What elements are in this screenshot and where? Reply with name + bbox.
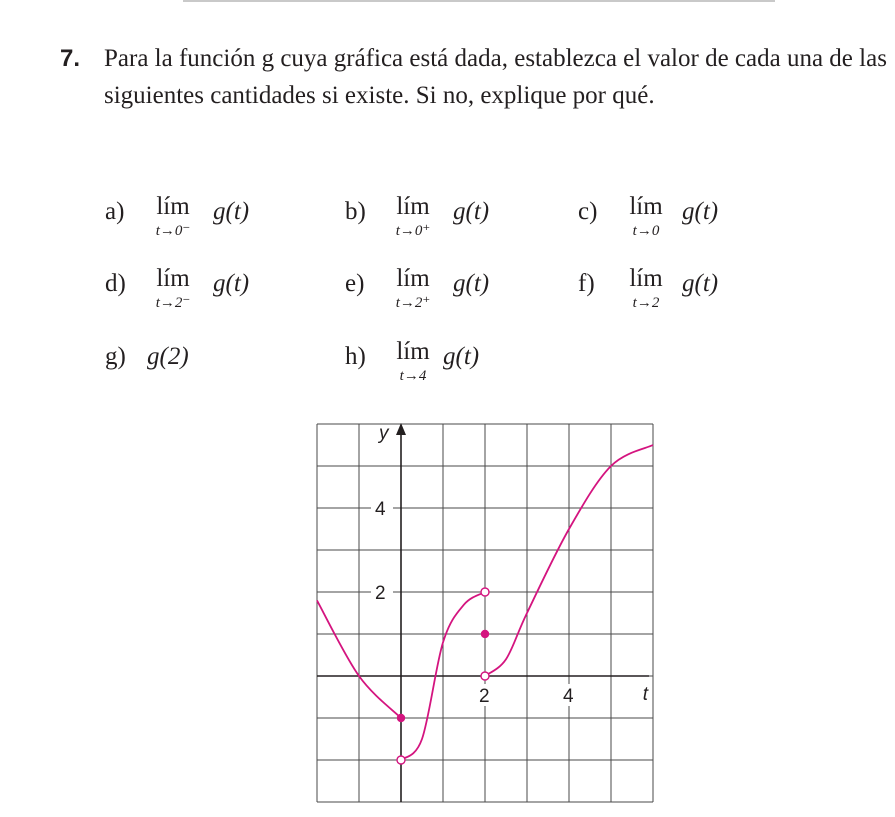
item-d (105, 262, 325, 322)
y-tick-label: 2 (375, 583, 386, 604)
y-axis-label: y (379, 423, 389, 444)
lim-word: lím (156, 193, 190, 220)
item-function: g(2) (147, 343, 189, 370)
item-label: f) (578, 270, 595, 297)
item-function: g(t) (682, 270, 719, 297)
lim-subscript: t→2⁺ (395, 295, 431, 311)
open-point (397, 756, 405, 764)
y-tick-label: 4 (375, 499, 386, 520)
item-label: h) (345, 343, 366, 370)
lim-operator (143, 190, 203, 238)
closed-point (481, 630, 489, 638)
grid (317, 424, 653, 802)
lim-operator (616, 262, 676, 310)
function-graph (300, 412, 660, 812)
lim-operator (383, 335, 443, 383)
item-function: g(t) (443, 343, 480, 370)
item-b (345, 190, 565, 250)
item-a (105, 190, 325, 250)
item-e (345, 262, 565, 322)
x-tick-label: 4 (563, 686, 574, 707)
y-axis-arrow (396, 423, 406, 435)
lim-subscript: t→0 (632, 223, 660, 239)
item-function: g(t) (213, 270, 250, 297)
item-label: g) (105, 343, 126, 370)
open-point (481, 588, 489, 596)
item-function: g(t) (453, 198, 490, 225)
item-label: a) (105, 198, 125, 225)
item-label: d) (105, 270, 126, 297)
closed-point (397, 714, 405, 722)
item-label: b) (345, 198, 366, 225)
lim-word: lím (156, 265, 190, 292)
lim-operator (143, 262, 203, 310)
item-function: g(t) (453, 270, 490, 297)
lim-subscript: t→0⁺ (395, 223, 431, 239)
item-function: g(t) (682, 198, 719, 225)
lim-subscript: t→2 (632, 295, 660, 311)
lim-word: lím (396, 193, 430, 220)
item-f (578, 262, 798, 322)
item-label: e) (345, 270, 365, 297)
lim-word: lím (396, 338, 430, 365)
lim-operator (383, 190, 443, 238)
item-c (578, 190, 798, 250)
problem-statement: Para la función g cuya gráfica está dada, establezca el valor de cada una de las siguientes cantidades si existe. Si no, explique por qué. (104, 45, 887, 109)
top-rule (183, 0, 775, 2)
lim-subscript: t→0⁻ (155, 223, 191, 239)
lim-word: lím (629, 193, 663, 220)
lim-word: lím (396, 265, 430, 292)
lim-operator (616, 190, 676, 238)
x-tick-label: 2 (479, 686, 490, 707)
item-h (345, 335, 565, 395)
item-function: g(t) (213, 198, 250, 225)
problem-number: 7. (60, 45, 81, 72)
item-label: c) (578, 198, 598, 225)
item-g (105, 335, 325, 395)
lim-subscript: t→2⁻ (155, 295, 191, 311)
x-axis-label: t (642, 684, 649, 705)
lim-word: lím (629, 265, 663, 292)
open-point (481, 672, 489, 680)
lim-operator (383, 262, 443, 310)
lim-subscript: t→4 (399, 368, 427, 384)
